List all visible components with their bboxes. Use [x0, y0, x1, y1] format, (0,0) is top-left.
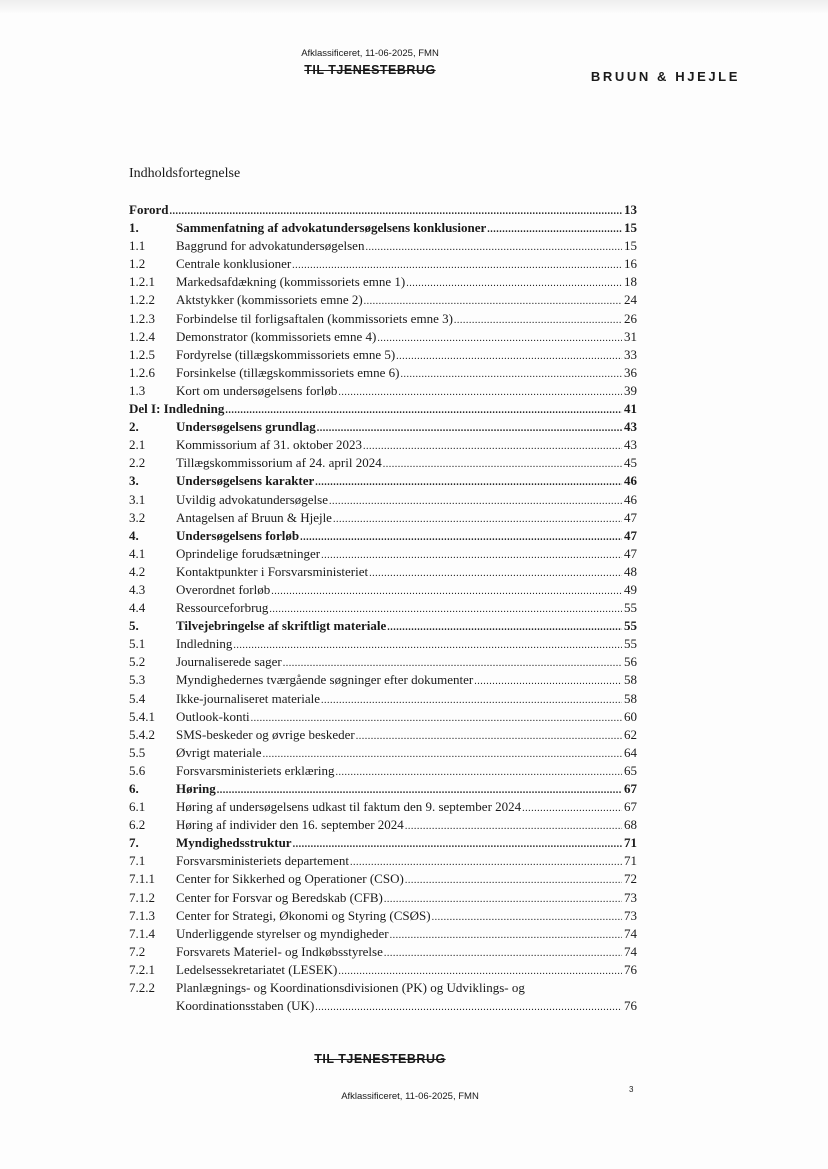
toc-entry-title-wrap: [176, 834, 623, 854]
toc-entry-title-wrap: [176, 527, 623, 547]
firm-logo: BRUUN & HJEJLE: [590, 69, 740, 84]
toc-entry-title: Kommissorium af 31. oktober 2023: [176, 437, 362, 453]
toc-entry[interactable]: [129, 491, 637, 509]
toc-entry[interactable]: [129, 436, 637, 454]
toc-entry-title-wrap: [176, 726, 623, 746]
toc-entry-title: Centrale konklusioner: [176, 256, 292, 272]
toc-entry[interactable]: [129, 599, 637, 617]
toc-entry-page: 65: [624, 762, 637, 778]
toc-entry-title-wrap: [176, 346, 623, 366]
toc-entry-number: 1.2.6: [129, 364, 155, 380]
toc-entry[interactable]: [129, 310, 637, 328]
toc-entry-page: 55: [624, 636, 637, 652]
toc-entry-title: SMS-beskeder og øvrige beskeder: [176, 726, 355, 742]
toc-entry-page: 43: [624, 437, 637, 453]
toc-entry-title-wrap: [176, 762, 623, 782]
toc-entry[interactable]: [129, 509, 637, 527]
toc-entry-title-wrap: [176, 635, 623, 655]
toc-entry[interactable]: [129, 907, 637, 925]
toc-entry[interactable]: [129, 708, 637, 726]
toc-entry-number: 7.2: [129, 943, 146, 959]
toc-entry-title: Tillægskommissorium af 24. april 2024: [176, 455, 382, 471]
toc-entry-title: Planlægnings- og Koordinationsdivisionen (PK) og Udviklings- og: [176, 980, 525, 996]
toc-entry[interactable]: [129, 364, 637, 382]
toc-entry-page: 76: [624, 961, 637, 977]
toc-entry-page: 45: [624, 455, 637, 471]
toc-entry[interactable]: [129, 346, 637, 364]
toc-entry-title: Forsinkelse (tillægskommissoriets emne 6): [176, 364, 400, 380]
toc-entry-title: Indledning: [176, 636, 233, 652]
toc-entry-page: 15: [624, 238, 637, 254]
toc-entry-title: Tilvejebringelse af skriftligt materiale: [176, 618, 387, 634]
toc-entry-title: Høring af undersøgelsens udkast til faktum den 9. september 2024: [176, 799, 522, 815]
toc-entry-title: Center for Strategi, Økonomi og Styring (CSØS): [176, 907, 431, 923]
toc-entry-title: Kontaktpunkter i Forsvarsministeriet: [176, 563, 369, 579]
toc-entry-number: 1.2.3: [129, 310, 155, 326]
toc-entry-number: 4.3: [129, 581, 146, 597]
toc-entry-title: Undersøgelsens grundlag: [176, 419, 316, 435]
toc-entry-page: 62: [624, 726, 637, 742]
toc-entry-title: Kort om undersøgelsens forløb: [176, 382, 338, 398]
toc-entry[interactable]: [129, 328, 637, 346]
toc-entry[interactable]: [129, 834, 637, 852]
toc-entry-page: 64: [624, 744, 637, 760]
toc-entry-title-wrap: [176, 255, 623, 275]
toc-entry-page: 41: [624, 401, 637, 417]
toc-entry-number: 2.2: [129, 455, 146, 471]
toc-entry-number: 3.1: [129, 491, 146, 507]
toc-entry-number: 1.2.1: [129, 274, 155, 290]
toc-entry-title: Forsvarsministeriets erklæring: [176, 762, 335, 778]
toc-entry-title-wrap: [176, 852, 623, 872]
toc-entry-number: 5.1: [129, 636, 146, 652]
page-number: 3: [629, 1085, 634, 1094]
toc-entry-page: 76: [624, 998, 637, 1014]
toc-entry-title: Myndighedsstruktur: [176, 835, 292, 851]
toc-entry-number: 5.4.2: [129, 726, 155, 742]
dot-leader: [338, 384, 622, 402]
toc-entry[interactable]: [129, 291, 637, 309]
toc-entry-title: Fordyrelse (tillægskommissoriets emne 5): [176, 346, 396, 362]
toc-entry[interactable]: [129, 563, 637, 581]
toc-entry-title-line2-wrap: [176, 997, 637, 1017]
toc-entry-title: Oprindelige forudsætninger: [176, 545, 321, 561]
toc-entry-title-wrap: [176, 870, 623, 890]
toc-entry-number: 2.1: [129, 437, 146, 453]
toc-entry-title: Baggrund for advokatundersøgelsen: [176, 238, 365, 254]
scan-edge-shadow: [0, 0, 828, 14]
toc-entry-number: 1.3: [129, 382, 146, 398]
toc-entry-page: 58: [624, 672, 637, 688]
toc-entry-page: 16: [624, 256, 637, 272]
toc-entry-title-wrap: [176, 780, 623, 800]
toc-entry[interactable]: [129, 472, 637, 490]
toc-entry-label: Forord: [129, 202, 169, 217]
toc-entry-title: Center for Forsvar og Beredskab (CFB): [176, 889, 383, 905]
toc-entry-title: Ledelsessekretariatet (LESEK): [176, 961, 338, 977]
toc-entry-page: 67: [624, 799, 637, 815]
toc-entry-number: 1.1: [129, 238, 146, 254]
toc-entry-title: Antagelsen af Bruun & Hjejle: [176, 509, 332, 525]
toc-entry-title: Aktstykker (kommissoriets emne 2): [176, 292, 363, 308]
toc-entry-number: 5.4: [129, 690, 146, 706]
toc-entry-title: Høring: [176, 781, 216, 796]
toc-entry-page: 31: [624, 328, 637, 344]
toc-entry-title: Underliggende styrelser og myndigheder: [176, 925, 389, 941]
toc-entry[interactable]: [129, 726, 637, 744]
toc-entry-page: 68: [624, 817, 637, 833]
toc-entry[interactable]: [129, 671, 637, 689]
toc-entry-title-wrap: [176, 328, 623, 348]
toc-entry-title: Undersøgelsens karakter: [176, 473, 315, 489]
toc-entry-page: 55: [624, 600, 637, 616]
toc-entry-number: 5.4.1: [129, 708, 155, 724]
toc-entry-page: 48: [624, 563, 637, 579]
toc-entry-page: 47: [624, 545, 637, 561]
toc-entry[interactable]: [129, 961, 637, 979]
toc-entry-page: 15: [624, 220, 637, 236]
toc-entry-page: 60: [624, 708, 637, 724]
toc-entry-title-wrap: [176, 979, 637, 1017]
toc-entry-title-wrap: [176, 816, 623, 836]
toc-entry-page: 72: [624, 871, 637, 887]
toc-entry-page: 24: [624, 292, 637, 308]
toc-entry[interactable]: [129, 545, 637, 563]
toc-entry-title-wrap: [176, 219, 623, 239]
toc-entry-title-wrap: [176, 454, 623, 474]
classification-marking-top: TIL TJENESTEBRUG: [304, 63, 436, 77]
toc-entry-page: 26: [624, 310, 637, 326]
toc-entry[interactable]: [129, 943, 637, 961]
toc-entry-page: 74: [624, 943, 637, 959]
toc-entry-page: 74: [624, 925, 637, 941]
toc-entry[interactable]: [129, 400, 637, 418]
toc-entry[interactable]: [129, 979, 637, 1017]
toc-entry-title-continued: Koordinationsstaben (UK): [176, 998, 315, 1014]
toc-entry-title-wrap: [176, 690, 623, 710]
toc-entry[interactable]: [129, 635, 637, 653]
toc-entry-number: 3.2: [129, 509, 146, 525]
toc-entry[interactable]: [129, 690, 637, 708]
toc-entry-number: 7.1.3: [129, 907, 155, 923]
toc-entry-number: 1.2.4: [129, 328, 155, 344]
toc-entry-title: Uvildig advokatundersøgelse: [176, 491, 328, 507]
toc-entry-page: 47: [624, 527, 637, 543]
toc-entry-title-wrap: [176, 418, 623, 438]
toc-entry-title-wrap: [176, 491, 623, 511]
toc-entry-number: 1.2: [129, 256, 146, 272]
toc-entry-title-wrap: [176, 273, 623, 293]
toc-entry-title: Overordnet forløb: [176, 581, 271, 597]
toc-entry-title: Myndighedernes tværgående søgninger efter dokumenter: [176, 672, 474, 688]
toc-entry-title: Center for Sikkerhed og Operationer (CSO): [176, 871, 404, 887]
toc-entry-title-wrap: [176, 925, 623, 945]
toc-entry-title-wrap: [176, 671, 623, 691]
toc-entry-title: Journaliserede sager: [176, 654, 282, 670]
toc-entry-title-wrap: [176, 599, 623, 619]
toc-entry-title-wrap: [176, 907, 623, 927]
toc-entry[interactable]: [129, 889, 637, 907]
toc-entry-title-wrap: [176, 237, 623, 257]
toc-entry-title-wrap: [176, 653, 623, 673]
toc-entry-number: 4.1: [129, 545, 146, 561]
toc-entry[interactable]: [129, 219, 637, 237]
toc-entry-title-wrap: [176, 581, 623, 601]
dot-leader: [315, 999, 622, 1017]
toc-entry[interactable]: [129, 852, 637, 870]
toc-entry-title-wrap: [176, 364, 623, 384]
toc-entry-number: 1.: [129, 220, 139, 236]
toc-entry-title: Øvrigt materiale: [176, 744, 262, 760]
table-of-contents: [129, 201, 637, 1017]
toc-entry[interactable]: [129, 581, 637, 599]
toc-entry-title-wrap: [176, 708, 623, 728]
toc-entry-title: Høring af individer den 16. september 2024: [176, 817, 404, 833]
toc-entry-number: 5.3: [129, 672, 146, 688]
toc-entry-page: 36: [624, 364, 637, 380]
toc-entry-page: 49: [624, 581, 637, 597]
toc-entry-number: 4.: [129, 527, 139, 543]
toc-entry-number: 4.4: [129, 600, 146, 616]
toc-entry-title: Forbindelse til forligsaftalen (kommissoriets emne 3): [176, 310, 453, 326]
toc-entry-number: 7.1: [129, 853, 146, 869]
toc-entry-title-wrap: [176, 961, 623, 981]
toc-entry[interactable]: [129, 382, 637, 400]
toc-entry[interactable]: [129, 762, 637, 780]
toc-entry-number: 6.1: [129, 799, 146, 815]
toc-entry[interactable]: [129, 617, 637, 635]
toc-entry[interactable]: [129, 527, 637, 545]
toc-entry-number: 6.: [129, 781, 139, 796]
toc-entry[interactable]: [129, 255, 637, 273]
toc-entry[interactable]: [129, 870, 637, 888]
toc-entry-title: Markedsafdækning (kommissoriets emne 1): [176, 274, 406, 290]
toc-entry-title-wrap: [176, 436, 623, 456]
toc-entry-title-wrap: [176, 472, 623, 492]
toc-entry-number: 4.2: [129, 563, 146, 579]
toc-entry[interactable]: [129, 744, 637, 762]
toc-entry-title-wrap: [176, 291, 623, 311]
toc-entry-title: Outlook-konti: [176, 708, 250, 724]
toc-entry-number: 2.: [129, 419, 139, 435]
toc-entry-page: 58: [624, 690, 637, 706]
toc-entry[interactable]: [129, 925, 637, 943]
declassification-stamp-top: Afklassificeret, 11-06-2025, FMN: [301, 48, 439, 59]
toc-entry-title-wrap: [176, 545, 623, 565]
toc-entry-page: 13: [624, 202, 637, 217]
toc-entry-page: 67: [624, 781, 637, 796]
toc-entry-page: 43: [624, 419, 637, 435]
toc-entry-number: 6.2: [129, 817, 146, 833]
toc-entry-label: Del I: Indledning: [129, 401, 225, 417]
toc-entry[interactable]: [129, 201, 637, 219]
toc-entry-title: Demonstrator (kommissoriets emne 4): [176, 328, 377, 344]
toc-entry-title: Undersøgelsens forløb: [176, 527, 300, 543]
toc-entry-page: 71: [624, 853, 637, 869]
toc-entry-number: 7.: [129, 835, 139, 851]
toc-entry-number: 5.2: [129, 654, 146, 670]
toc-entry[interactable]: [129, 454, 637, 472]
toc-entry-title-wrap: [176, 310, 623, 330]
toc-entry-number: 5.: [129, 618, 139, 634]
toc-entry-page: 46: [624, 473, 637, 489]
toc-entry-number: 7.2.1: [129, 961, 155, 977]
toc-entry-number: 1.2.2: [129, 292, 155, 308]
toc-entry-page: 39: [624, 382, 637, 398]
toc-entry-number: 1.2.5: [129, 346, 155, 362]
toc-entry[interactable]: [129, 653, 637, 671]
toc-entry-number: 7.1.2: [129, 889, 155, 905]
toc-entry-title-wrap: [176, 563, 623, 583]
toc-entry-page: 18: [624, 274, 637, 290]
toc-entry[interactable]: [129, 816, 637, 834]
toc-entry-page: 55: [624, 618, 637, 634]
toc-entry-number: 7.1.1: [129, 871, 155, 887]
toc-entry-title: Forsvarsministeriets departement: [176, 853, 349, 869]
toc-entry-number: 3.: [129, 473, 139, 489]
toc-entry-page: 73: [624, 889, 637, 905]
toc-entry-title-wrap: [176, 617, 623, 637]
toc-entry-number: 5.5: [129, 744, 146, 760]
toc-entry-number: 7.1.4: [129, 925, 155, 941]
toc-entry-number: 7.2.2: [129, 980, 155, 996]
toc-entry-title-wrap: [176, 889, 623, 909]
toc-entry-title-wrap: [176, 744, 623, 764]
toc-entry[interactable]: [129, 780, 637, 798]
toc-entry-page: 71: [624, 835, 637, 851]
toc-entry-page: 33: [624, 346, 637, 362]
toc-entry-number: 5.6: [129, 762, 146, 778]
toc-entry-title-wrap: [176, 798, 623, 818]
toc-entry-title-wrap: [176, 382, 623, 402]
toc-entry-title: Ikke-journaliseret materiale: [176, 690, 321, 706]
toc-entry[interactable]: [129, 418, 637, 436]
toc-entry-page: 56: [624, 654, 637, 670]
toc-entry-page: 46: [624, 491, 637, 507]
toc-entry[interactable]: [129, 237, 637, 255]
toc-entry-page: 47: [624, 509, 637, 525]
toc-entry-title: Forsvarets Materiel- og Indkøbsstyrelse: [176, 943, 383, 959]
toc-entry[interactable]: [129, 273, 637, 291]
toc-entry-title: Sammenfatning af advokatundersøgelsens konklusioner: [176, 220, 487, 236]
declassification-stamp-bottom: Afklassificeret, 11-06-2025, FMN: [341, 1091, 479, 1102]
toc-entry-title-wrap: [176, 943, 623, 963]
classification-marking-bottom: TIL TJENESTEBRUG: [314, 1052, 446, 1066]
toc-entry-title: Ressourceforbrug: [176, 600, 269, 616]
toc-heading: Indholdsfortegnelse: [129, 166, 241, 181]
toc-entry[interactable]: [129, 798, 637, 816]
toc-entry-title-wrap: [176, 509, 623, 529]
toc-entry-page: 73: [624, 907, 637, 923]
